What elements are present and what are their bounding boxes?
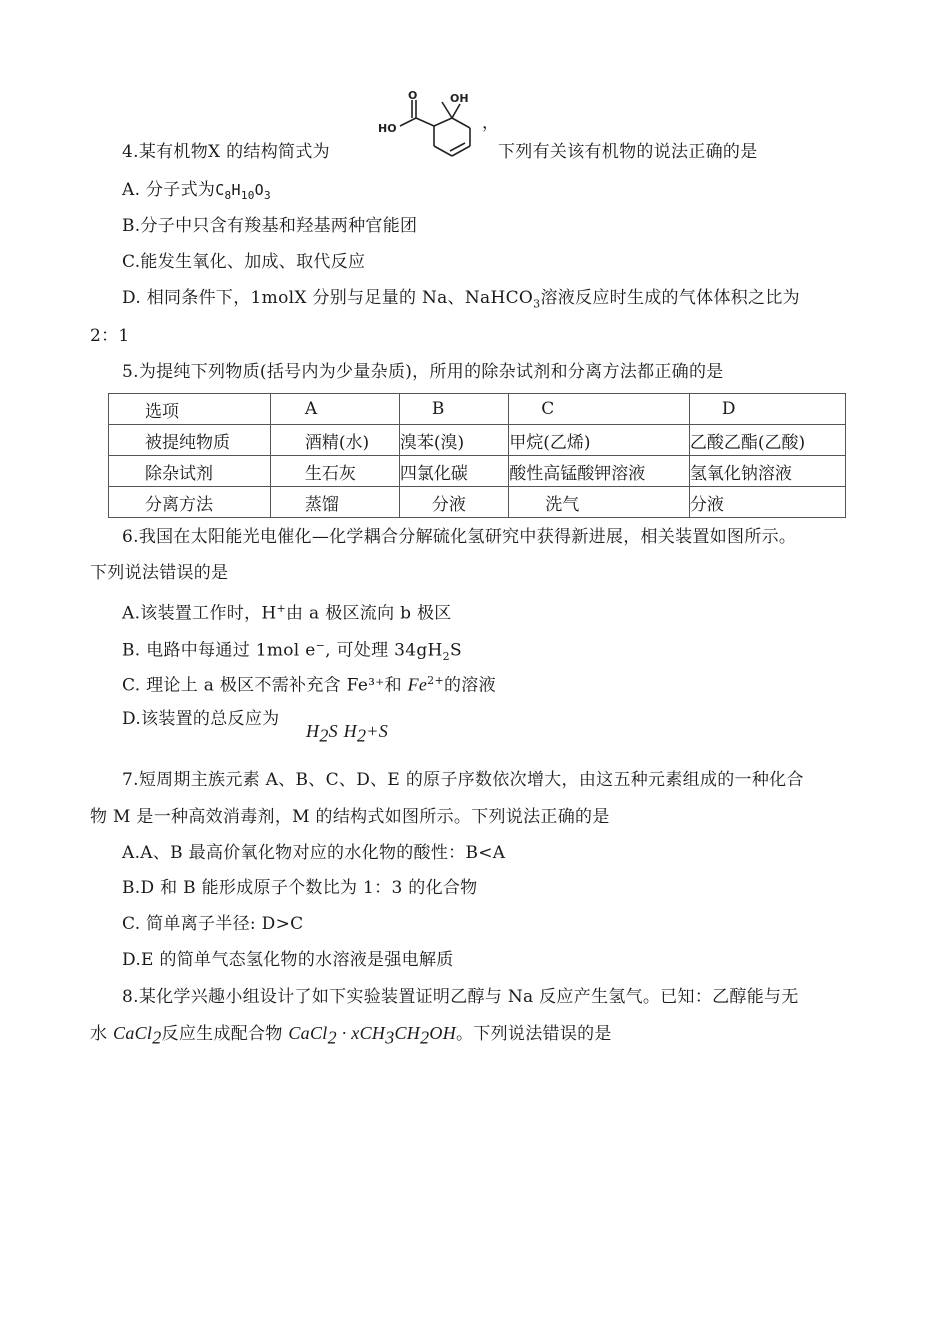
q4-option-d: D. 相同条件下，1molX 分别与足量的 Na、NaHCO$_3$溶液反应时生成的气体体积之比为 <box>122 288 800 311</box>
q7-stem-cont: 物 M 是一种高效消毒剂，M 的结构式如图所示。下列说法正确的是 <box>90 807 610 827</box>
mol-label-ho: HO <box>378 122 397 135</box>
q4-option-a <box>122 179 271 207</box>
table-cell: 被提纯物质 <box>109 425 271 456</box>
table-cell: 分液 <box>399 487 508 518</box>
structure-formula-image <box>372 88 496 168</box>
q7-stem: 7.短周期主族元素 A、B、C、D、E 的原子序数依次增大，由这五种元素组成的一种化合 <box>122 770 804 790</box>
table-cell: 蒸馏 <box>270 487 399 518</box>
table-row <box>109 425 846 456</box>
q4-stem-prefix: 4.某有机物Ⅹ 的结构简式为 <box>122 142 330 162</box>
table-cell: 分液 <box>689 487 845 518</box>
table-cell: 乙酸乙酯(乙酸) <box>689 425 845 456</box>
q5-stem: 5.为提纯下列物质(括号内为少量杂质)，所用的除杂试剂和分离方法都正确的是 <box>122 362 724 382</box>
table-cell: A <box>270 394 399 425</box>
q4-option-a-text: A. 分子式为 <box>122 180 216 200</box>
q6-option-c: C. 理论上 a 极区不需补充含 Fe³⁺和 $Fe^{2+}$的溶液 <box>122 674 496 696</box>
q6-stem-cont: 下列说法错误的是 <box>90 563 229 583</box>
table-row <box>109 487 846 518</box>
table-cell: D <box>689 394 845 425</box>
q7-option-d: D.E 的简单气态氢化物的水溶液是强电解质 <box>122 950 454 970</box>
table-cell: 甲烷(乙烯) <box>509 425 690 456</box>
table-cell: 选项 <box>109 394 271 425</box>
table-cell: 洗气 <box>509 487 690 518</box>
table-cell: 氢氧化钠溶液 <box>689 456 845 487</box>
table-cell: 酒精(水) <box>270 425 399 456</box>
q4-stem-suffix: 下列有关该有机物的说法正确的是 <box>498 142 758 162</box>
q6-option-a: A.该装置工作时，H+由 a 极区流向 b 极区 <box>122 602 452 624</box>
q7-option-b: B.D 和 B 能形成原子个数比为 1：3 的化合物 <box>122 878 478 898</box>
table-cell: B <box>399 394 508 425</box>
q4-stem <box>122 141 330 163</box>
q4-option-c: C.能发生氧化、加成、取代反应 <box>122 252 366 272</box>
q8-stem: 8.某化学兴趣小组设计了如下实验装置证明乙醇与 Na 反应产生氢气。已知：乙醇能与无 <box>122 987 799 1007</box>
q4-option-b: B.分子中只含有羧基和羟基两种官能团 <box>122 216 418 236</box>
table-cell: 生石灰 <box>270 456 399 487</box>
table-cell: 分离方法 <box>109 487 271 518</box>
q4-formula: $C_8H_{10}O_3$ <box>215 181 271 202</box>
q8-stem-cont: 水 CaCl$_2$反应生成配合物 CaCl$_2$ · $xCH_3CH_2OH$。下列说法错误的是 <box>90 1023 612 1048</box>
mol-label-o: O <box>408 89 418 102</box>
table-cell: C <box>509 394 690 425</box>
table-cell: 除杂试剂 <box>109 456 271 487</box>
table-cell: 溴苯(溴) <box>399 425 508 456</box>
q6-equation: $H_2S$ $H_2+S$ <box>306 721 389 746</box>
q4-comma: ， <box>482 113 500 133</box>
q6-option-b: B. 电路中每通过 1mol e−, 可处理 $34gH_2S$ <box>122 639 462 664</box>
mol-label-oh: OH <box>450 92 469 105</box>
q7-option-c: C. 简单离子半径: D>C <box>122 914 304 934</box>
q5-table <box>108 393 846 518</box>
table-row <box>109 394 846 425</box>
q6-option-d: D.该装置的总反应为 <box>122 709 280 729</box>
table-cell: 四氯化碳 <box>399 456 508 487</box>
q7-option-a: A.A、B 最高价氧化物对应的水化物的酸性：B<A <box>122 843 506 863</box>
table-row <box>109 456 846 487</box>
q4-option-d-cont: 2：1 <box>90 326 130 346</box>
table-cell: 酸性高锰酸钾溶液 <box>509 456 690 487</box>
q6-stem: 6.我国在太阳能光电催化—化学耦合分解硫化氢研究中获得新进展，相关装置如图所示。 <box>122 527 797 547</box>
